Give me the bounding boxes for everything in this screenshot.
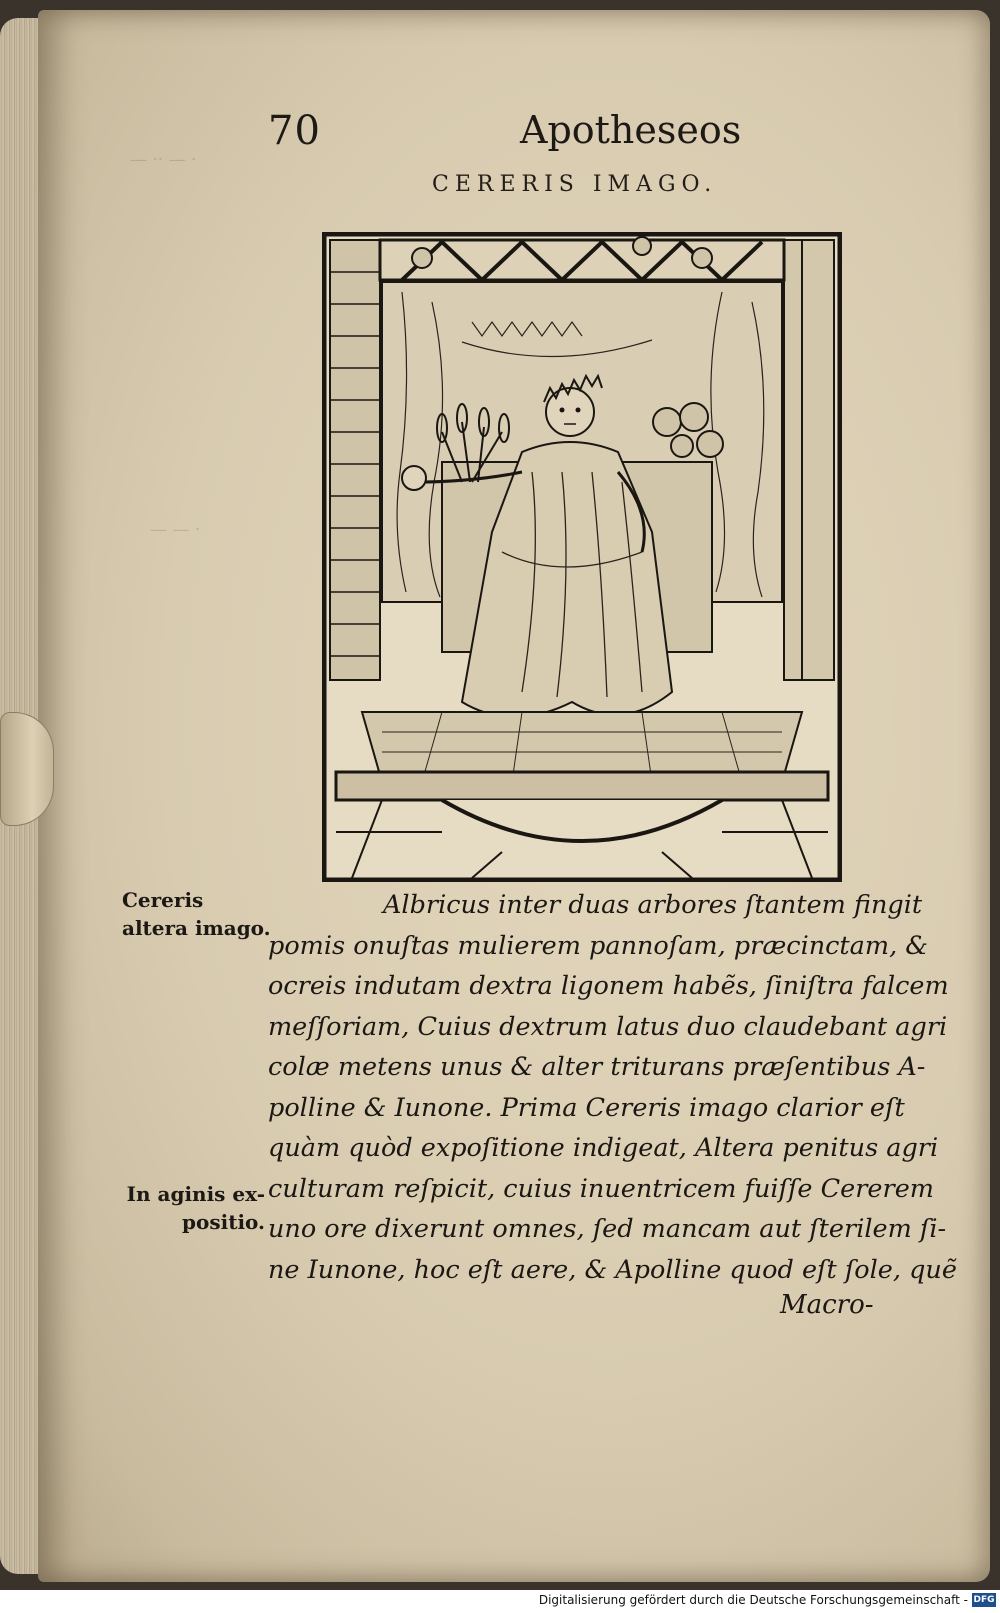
text-line: ne Iunone, hoc eſt aere, & Apolline quod eſt ſole, quẽ: [268, 1254, 957, 1285]
text-line: culturam reſpicit, cuius inuentricem fuiſſe Cererem: [268, 1173, 934, 1204]
body-paragraph: [268, 885, 957, 1290]
page-number: 70: [268, 108, 321, 154]
margin-note-altera-imago: Cereris altera imago.: [122, 888, 271, 940]
book-clasp: [0, 712, 54, 826]
text-line: quàm quòd expoſitione indigeat, Altera penitus agri: [268, 1133, 939, 1163]
dfg-logo[interactable]: DFG: [973, 1595, 995, 1605]
text-line: meſſoriam, Cuius dextrum latus duo claudebant agri: [268, 1011, 948, 1042]
text-line: pomis onuſtas mulierem pannoſam, præcinctam, &: [268, 930, 928, 961]
section-title: CERERIS IMAGO.: [432, 172, 718, 197]
text-line: Albricus inter duas arbores ſtantem fingit: [383, 890, 923, 920]
running-head: Apotheseos: [520, 108, 742, 152]
show-through: — ·· — ·: [130, 150, 197, 170]
text-line: colæ metens unus & alter triturans præſentibus A-: [268, 1052, 926, 1082]
text-line: polline & Iunone. Prima Cereris imago clarior eſt: [268, 1092, 905, 1123]
margin-note-expositio: In aginis ex-positio.: [126, 1182, 265, 1234]
text-line: ocreis indutam dextra ligonem habẽs, ſiniſtra falcem: [268, 971, 949, 1001]
digitization-credit: Digitalisierung gefördert durch die Deutsche Forschungsgemeinschaft -: [538, 1593, 968, 1607]
text-line: uno ore dixerunt omnes, ſed mancam aut ſterilem ſi-: [268, 1214, 947, 1244]
woodcut-ceres-illustration: [322, 232, 842, 882]
show-through: — — ·: [150, 520, 201, 540]
catchword: Macro-: [780, 1290, 874, 1320]
